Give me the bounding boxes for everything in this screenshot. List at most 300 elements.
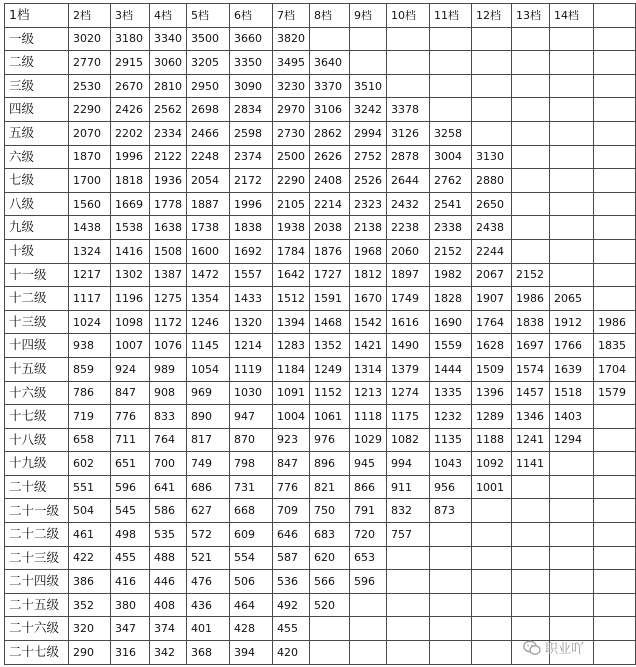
table-cell: 890 xyxy=(187,405,230,429)
table-cell xyxy=(550,593,594,617)
table-cell: 596 xyxy=(350,570,387,594)
table-cell: 1457 xyxy=(512,381,550,405)
table-cell: 1670 xyxy=(350,287,387,311)
table-cell: 1876 xyxy=(310,239,350,263)
table-row xyxy=(5,357,636,381)
table-cell: 476 xyxy=(187,570,230,594)
table-cell xyxy=(472,570,512,594)
table-cell: 498 xyxy=(111,523,150,547)
table-cell: 847 xyxy=(273,452,310,476)
table-cell xyxy=(512,617,550,641)
table-cell: 2323 xyxy=(350,192,387,216)
table-cell xyxy=(472,546,512,570)
table-cell xyxy=(430,617,472,641)
table-cell: 408 xyxy=(150,593,187,617)
table-cell: 461 xyxy=(69,523,111,547)
table-cell: 2530 xyxy=(69,74,111,98)
table-cell: 1996 xyxy=(230,192,273,216)
table-cell xyxy=(594,27,636,51)
table-cell: 3090 xyxy=(230,74,273,98)
table-cell: 1600 xyxy=(187,239,230,263)
table-cell: 641 xyxy=(150,475,187,499)
grade-label-cell: 十级 xyxy=(5,239,69,263)
table-cell xyxy=(472,641,512,665)
table-cell: 994 xyxy=(387,452,430,476)
table-cell: 1061 xyxy=(310,405,350,429)
table-cell xyxy=(350,641,387,665)
table-cell xyxy=(430,74,472,98)
table-cell: 1145 xyxy=(187,334,230,358)
table-cell: 2730 xyxy=(273,121,310,145)
table-row xyxy=(5,192,636,216)
table-cell xyxy=(594,546,636,570)
table-row xyxy=(5,593,636,617)
table-cell: 700 xyxy=(150,452,187,476)
table-cell xyxy=(310,617,350,641)
table-row xyxy=(5,145,636,169)
table-cell xyxy=(430,98,472,122)
table-cell: 2374 xyxy=(230,145,273,169)
table-cell: 1669 xyxy=(111,192,150,216)
table-cell xyxy=(472,27,512,51)
table-cell: 2762 xyxy=(430,169,472,193)
table-cell: 1490 xyxy=(387,334,430,358)
table-cell: 1704 xyxy=(594,357,636,381)
table-cell: 464 xyxy=(230,593,273,617)
table-cell: 1346 xyxy=(512,405,550,429)
table-body xyxy=(5,4,636,665)
table-cell: 394 xyxy=(230,641,273,665)
table-cell: 316 xyxy=(111,641,150,665)
table-row xyxy=(5,98,636,122)
table-cell xyxy=(550,523,594,547)
table-cell xyxy=(512,27,550,51)
table-cell xyxy=(430,27,472,51)
table-cell: 1560 xyxy=(69,192,111,216)
table-cell: 1076 xyxy=(150,334,187,358)
table-row xyxy=(5,121,636,145)
table-cell: 488 xyxy=(150,546,187,570)
table-cell: 1421 xyxy=(350,334,387,358)
table-cell: 798 xyxy=(230,452,273,476)
table-cell: 347 xyxy=(111,617,150,641)
table-cell: 1472 xyxy=(187,263,230,287)
table-cell: 2070 xyxy=(69,121,111,145)
table-cell: 3640 xyxy=(310,51,350,75)
table-cell: 1396 xyxy=(472,381,512,405)
table-cell: 1416 xyxy=(111,239,150,263)
table-cell xyxy=(387,641,430,665)
grade-label-cell: 十七级 xyxy=(5,405,69,429)
table-cell xyxy=(550,74,594,98)
table-cell xyxy=(550,169,594,193)
grade-label-cell: 二级 xyxy=(5,51,69,75)
table-cell: 2152 xyxy=(512,263,550,287)
grade-label-cell: 二十级 xyxy=(5,475,69,499)
table-cell xyxy=(594,452,636,476)
table-cell: 1241 xyxy=(512,428,550,452)
table-cell xyxy=(387,593,430,617)
table-cell xyxy=(550,98,594,122)
table-cell xyxy=(512,216,550,240)
table-cell xyxy=(594,74,636,98)
table-cell xyxy=(550,475,594,499)
table-cell: 2950 xyxy=(187,74,230,98)
table-cell: 551 xyxy=(69,475,111,499)
table-cell xyxy=(512,74,550,98)
table-cell xyxy=(550,263,594,287)
table-cell: 1700 xyxy=(69,169,111,193)
table-cell: 1897 xyxy=(387,263,430,287)
table-cell: 352 xyxy=(69,593,111,617)
table-cell: 554 xyxy=(230,546,273,570)
table-cell: 2526 xyxy=(350,169,387,193)
table-cell: 1289 xyxy=(472,405,512,429)
table-cell xyxy=(594,641,636,665)
table-cell: 1320 xyxy=(230,310,273,334)
grade-label-cell: 二十三级 xyxy=(5,546,69,570)
grade-label-cell: 二十六级 xyxy=(5,617,69,641)
table-cell: 1968 xyxy=(350,239,387,263)
table-cell xyxy=(512,499,550,523)
table-cell xyxy=(512,475,550,499)
table-cell: 2862 xyxy=(310,121,350,145)
header-cell: 14档 xyxy=(550,4,594,28)
grade-label-cell: 二十一级 xyxy=(5,499,69,523)
table-cell xyxy=(350,51,387,75)
table-cell: 1639 xyxy=(550,357,594,381)
table-cell: 1024 xyxy=(69,310,111,334)
table-cell: 791 xyxy=(350,499,387,523)
grade-label-cell: 十四级 xyxy=(5,334,69,358)
table-row xyxy=(5,452,636,476)
table-cell xyxy=(550,216,594,240)
table-cell: 859 xyxy=(69,357,111,381)
table-cell: 2248 xyxy=(187,145,230,169)
table-cell: 2065 xyxy=(550,287,594,311)
table-cell: 1509 xyxy=(472,357,512,381)
watermark xyxy=(523,638,584,657)
table-cell xyxy=(594,523,636,547)
table-row xyxy=(5,405,636,429)
table-row xyxy=(5,523,636,547)
table-cell: 1692 xyxy=(230,239,273,263)
table-cell: 3370 xyxy=(310,74,350,98)
table-cell xyxy=(594,405,636,429)
table-cell: 1213 xyxy=(350,381,387,405)
table-cell: 1141 xyxy=(512,452,550,476)
grade-label-cell: 十六级 xyxy=(5,381,69,405)
table-cell: 2105 xyxy=(273,192,310,216)
table-cell: 817 xyxy=(187,428,230,452)
table-cell: 1538 xyxy=(111,216,150,240)
table-cell: 1403 xyxy=(550,405,594,429)
table-cell: 658 xyxy=(69,428,111,452)
grade-label-cell: 九级 xyxy=(5,216,69,240)
table-cell: 2244 xyxy=(472,239,512,263)
grade-label-cell: 十五级 xyxy=(5,357,69,381)
table-cell: 1091 xyxy=(273,381,310,405)
table-cell: 1907 xyxy=(472,287,512,311)
table-cell: 492 xyxy=(273,593,310,617)
table-cell: 2466 xyxy=(187,121,230,145)
table-cell xyxy=(472,617,512,641)
table-cell: 3230 xyxy=(273,74,310,98)
table-cell: 1616 xyxy=(387,310,430,334)
table-cell xyxy=(512,192,550,216)
table-cell: 651 xyxy=(111,452,150,476)
table-cell: 290 xyxy=(69,641,111,665)
table-cell xyxy=(550,239,594,263)
table-cell xyxy=(594,263,636,287)
table-cell: 1379 xyxy=(387,357,430,381)
table-cell: 1749 xyxy=(387,287,430,311)
table-cell: 1784 xyxy=(273,239,310,263)
table-cell: 832 xyxy=(387,499,430,523)
table-row xyxy=(5,570,636,594)
table-cell xyxy=(550,570,594,594)
table-cell xyxy=(594,499,636,523)
table-cell: 3495 xyxy=(273,51,310,75)
table-cell: 2214 xyxy=(310,192,350,216)
grade-label-cell: 七级 xyxy=(5,169,69,193)
table-cell xyxy=(594,287,636,311)
table-cell: 1354 xyxy=(187,287,230,311)
table-cell xyxy=(594,239,636,263)
table-cell xyxy=(512,570,550,594)
table-cell: 2054 xyxy=(187,169,230,193)
table-cell: 2426 xyxy=(111,98,150,122)
table-cell xyxy=(472,51,512,75)
table-cell xyxy=(512,523,550,547)
table-cell: 2970 xyxy=(273,98,310,122)
table-cell: 1591 xyxy=(310,287,350,311)
table-cell: 2670 xyxy=(111,74,150,98)
header-cell: 11档 xyxy=(430,4,472,28)
table-cell xyxy=(387,570,430,594)
table-cell xyxy=(550,546,594,570)
table-row xyxy=(5,51,636,75)
table-cell xyxy=(594,475,636,499)
table-cell: 2878 xyxy=(387,145,430,169)
table-cell: 764 xyxy=(150,428,187,452)
table-cell: 911 xyxy=(387,475,430,499)
table-row xyxy=(5,169,636,193)
table-cell: 342 xyxy=(150,641,187,665)
table-cell: 2038 xyxy=(310,216,350,240)
table-cell: 1324 xyxy=(69,239,111,263)
table-cell: 873 xyxy=(430,499,472,523)
header-cell: 8档 xyxy=(310,4,350,28)
table-row xyxy=(5,381,636,405)
table-cell xyxy=(472,499,512,523)
table-cell xyxy=(594,51,636,75)
table-row xyxy=(5,475,636,499)
table-cell: 1118 xyxy=(350,405,387,429)
table-cell: 1444 xyxy=(430,357,472,381)
table-cell: 3106 xyxy=(310,98,350,122)
table-cell: 1764 xyxy=(472,310,512,334)
table-cell xyxy=(594,428,636,452)
header-cell: 4档 xyxy=(150,4,187,28)
table-cell: 896 xyxy=(310,452,350,476)
table-cell: 1559 xyxy=(430,334,472,358)
table-cell: 1996 xyxy=(111,145,150,169)
table-cell: 1214 xyxy=(230,334,273,358)
table-cell: 731 xyxy=(230,475,273,499)
table-cell xyxy=(594,169,636,193)
table-cell: 1387 xyxy=(150,263,187,287)
table-cell: 2562 xyxy=(150,98,187,122)
table-cell xyxy=(550,499,594,523)
table-cell xyxy=(387,617,430,641)
table-cell: 1232 xyxy=(430,405,472,429)
table-cell xyxy=(512,121,550,145)
table-cell: 1184 xyxy=(273,357,310,381)
table-cell: 2334 xyxy=(150,121,187,145)
table-cell: 2770 xyxy=(69,51,111,75)
table-cell: 757 xyxy=(387,523,430,547)
table-cell: 1438 xyxy=(69,216,111,240)
table-cell: 1638 xyxy=(150,216,187,240)
table-cell: 374 xyxy=(150,617,187,641)
header-cell: 5档 xyxy=(187,4,230,28)
header-cell: 9档 xyxy=(350,4,387,28)
table-cell xyxy=(430,570,472,594)
header-cell: 1档 xyxy=(5,4,69,28)
table-cell xyxy=(310,641,350,665)
table-cell: 1335 xyxy=(430,381,472,405)
table-header-row xyxy=(5,4,636,28)
table-cell: 506 xyxy=(230,570,273,594)
table-cell: 908 xyxy=(150,381,187,405)
table-cell: 1738 xyxy=(187,216,230,240)
header-cell: 10档 xyxy=(387,4,430,28)
table-cell: 2122 xyxy=(150,145,187,169)
table-cell: 2408 xyxy=(310,169,350,193)
grade-label-cell: 三级 xyxy=(5,74,69,98)
table-cell: 2338 xyxy=(430,216,472,240)
table-cell xyxy=(594,216,636,240)
table-cell: 1812 xyxy=(350,263,387,287)
table-cell: 1394 xyxy=(273,310,310,334)
table-cell: 1030 xyxy=(230,381,273,405)
table-cell: 420 xyxy=(273,641,310,665)
grade-label-cell: 二十四级 xyxy=(5,570,69,594)
table-cell: 2598 xyxy=(230,121,273,145)
table-row xyxy=(5,499,636,523)
table-cell: 602 xyxy=(69,452,111,476)
table-cell: 1275 xyxy=(150,287,187,311)
table-cell: 1217 xyxy=(69,263,111,287)
table-cell: 1001 xyxy=(472,475,512,499)
table-row xyxy=(5,546,636,570)
table-cell: 2060 xyxy=(387,239,430,263)
table-cell: 3126 xyxy=(387,121,430,145)
header-cell: 13档 xyxy=(512,4,550,28)
table-cell xyxy=(550,121,594,145)
table-cell xyxy=(512,239,550,263)
table-cell: 1314 xyxy=(350,357,387,381)
table-cell xyxy=(594,570,636,594)
wechat-official-account-icon xyxy=(523,640,541,656)
table-cell: 847 xyxy=(111,381,150,405)
table-cell: 1004 xyxy=(273,405,310,429)
table-cell: 1082 xyxy=(387,428,430,452)
table-cell: 536 xyxy=(273,570,310,594)
header-cell: 12档 xyxy=(472,4,512,28)
table-cell: 1557 xyxy=(230,263,273,287)
table-cell: 2834 xyxy=(230,98,273,122)
table-cell: 719 xyxy=(69,405,111,429)
salary-grade-table xyxy=(4,3,636,665)
table-cell: 866 xyxy=(350,475,387,499)
table-cell: 989 xyxy=(150,357,187,381)
watermark-text: 职业吖 xyxy=(544,642,584,657)
table-cell: 1818 xyxy=(111,169,150,193)
table-cell: 1196 xyxy=(111,287,150,311)
table-cell xyxy=(594,145,636,169)
table-cell xyxy=(550,452,594,476)
table-cell: 587 xyxy=(273,546,310,570)
table-cell: 668 xyxy=(230,499,273,523)
grade-label-cell: 十九级 xyxy=(5,452,69,476)
grade-label-cell: 二十七级 xyxy=(5,641,69,665)
table-cell: 620 xyxy=(310,546,350,570)
table-cell: 1727 xyxy=(310,263,350,287)
table-cell: 1172 xyxy=(150,310,187,334)
table-cell: 833 xyxy=(150,405,187,429)
table-cell: 976 xyxy=(310,428,350,452)
table-cell: 1690 xyxy=(430,310,472,334)
table-cell: 1986 xyxy=(594,310,636,334)
table-cell: 1152 xyxy=(310,381,350,405)
table-cell: 1249 xyxy=(310,357,350,381)
table-cell: 938 xyxy=(69,334,111,358)
table-cell xyxy=(512,145,550,169)
table-cell: 422 xyxy=(69,546,111,570)
table-cell xyxy=(472,593,512,617)
table-cell: 1542 xyxy=(350,310,387,334)
table-cell: 1135 xyxy=(430,428,472,452)
table-cell: 1982 xyxy=(430,263,472,287)
table-cell: 2290 xyxy=(273,169,310,193)
table-cell: 2752 xyxy=(350,145,387,169)
table-row xyxy=(5,287,636,311)
table-cell: 749 xyxy=(187,452,230,476)
table-cell: 1054 xyxy=(187,357,230,381)
table-cell xyxy=(594,98,636,122)
table-cell: 1433 xyxy=(230,287,273,311)
table-cell xyxy=(430,641,472,665)
table-cell xyxy=(387,27,430,51)
table-cell: 1936 xyxy=(150,169,187,193)
table-cell: 1246 xyxy=(187,310,230,334)
table-cell: 2626 xyxy=(310,145,350,169)
grade-label-cell: 五级 xyxy=(5,121,69,145)
table-cell: 1518 xyxy=(550,381,594,405)
table-row xyxy=(5,239,636,263)
table-cell: 2650 xyxy=(472,192,512,216)
grade-label-cell: 十三级 xyxy=(5,310,69,334)
table-cell: 609 xyxy=(230,523,273,547)
table-cell: 1119 xyxy=(230,357,273,381)
table-row xyxy=(5,263,636,287)
table-cell xyxy=(550,145,594,169)
table-cell: 520 xyxy=(310,593,350,617)
table-cell: 2172 xyxy=(230,169,273,193)
table-cell: 1642 xyxy=(273,263,310,287)
